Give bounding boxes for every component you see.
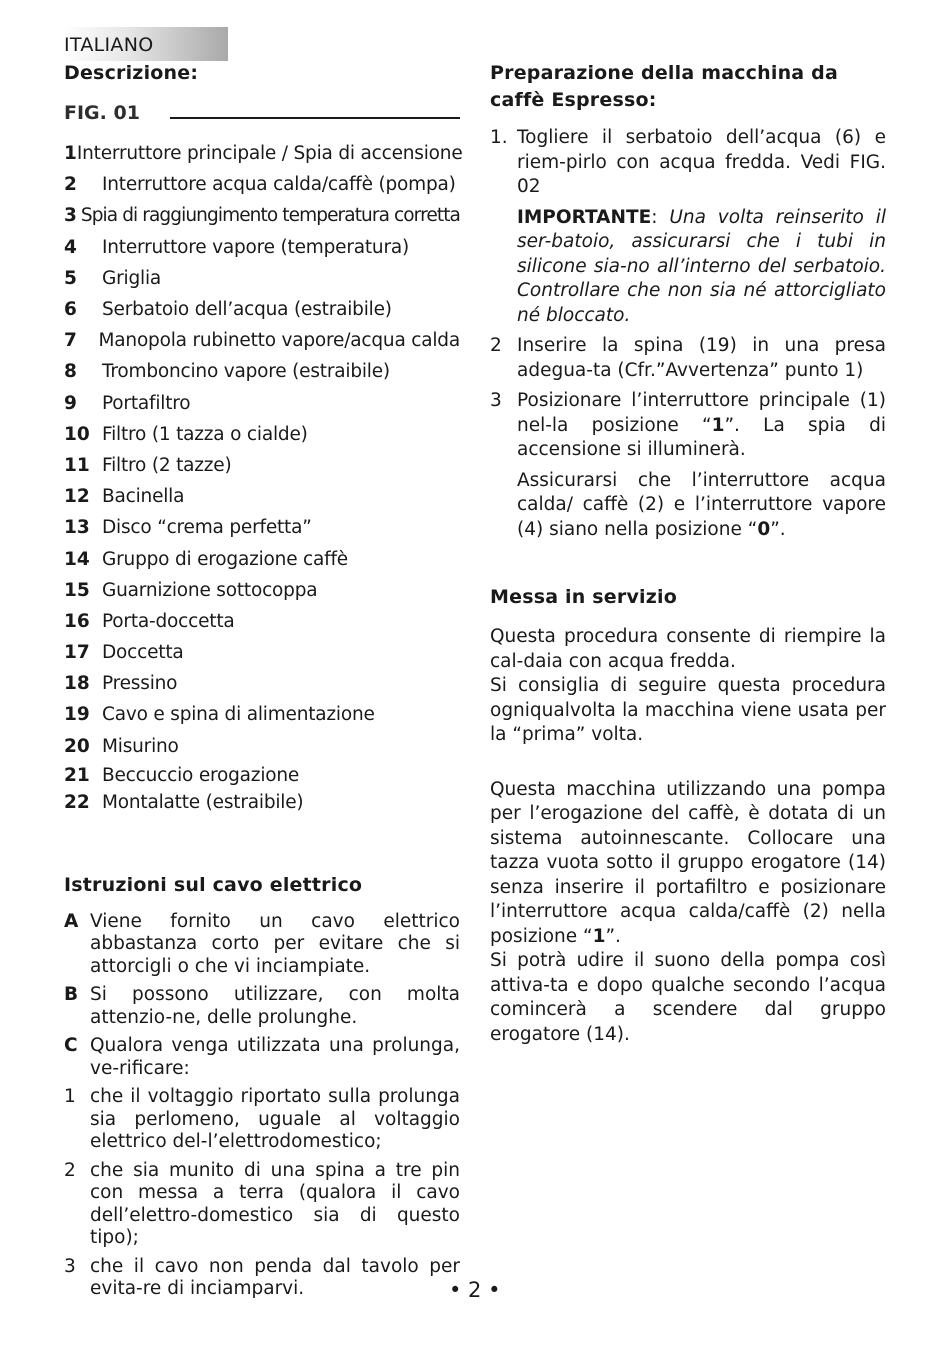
paragraph-part: Questa macchina utilizzando una pompa per l’erogazione del caffè, è dotata di un sistema autoinnescante. Collocare una tazza vuota sotto il gruppo erogatore (14) senza inserire il portafiltro e posizionare l’interruttore acqua calda/caffè (2) nella posizione “ <box>490 778 886 947</box>
cable-instructions-title: Istruzioni sul cavo elettrico <box>64 873 363 896</box>
preparation-title: Preparazione della macchina da caffè Espresso: <box>490 62 838 111</box>
paragraph-bold: 1 <box>592 925 606 947</box>
item-text: che il voltaggio riportato sulla prolunga sia perlomeno, uguale al voltaggio elettrico del-l’elettrodomestico; <box>90 1086 460 1153</box>
cable-instructions-list <box>64 911 460 1301</box>
step-text-part: ”. La spia di accensione si illuminerà. <box>517 414 886 460</box>
list-item <box>64 789 460 816</box>
language-tab: ITALIANO <box>62 27 228 61</box>
step-text: Togliere il serbatoio dell’acqua (6) e riem-pirlo con acqua fredda. Vedi FIG. 02 <box>517 127 886 197</box>
list-item <box>64 325 460 356</box>
right-column <box>490 60 886 1047</box>
part-label: Doccetta <box>102 642 184 664</box>
left-column <box>64 60 463 1307</box>
description-title: Descrizione: <box>64 62 199 84</box>
list-item <box>64 699 460 730</box>
list-item <box>64 232 460 263</box>
list-item <box>64 356 460 387</box>
part-label: Filtro (2 tazze) <box>102 454 232 476</box>
part-number: 16 <box>64 610 90 632</box>
list-item <box>64 1160 460 1250</box>
part-label: Serbatoio dell’acqua (estraibile) <box>102 299 392 321</box>
part-label: Disco “crema perfetta” <box>102 517 312 539</box>
paragraph <box>490 778 886 950</box>
list-item <box>64 138 463 169</box>
paragraph: Questa procedura consente di riempire la cal-daia con acqua fredda. <box>490 626 886 672</box>
list-item <box>490 389 886 463</box>
step-marker: 2 <box>490 335 502 356</box>
part-number: 14 <box>64 548 90 570</box>
part-number: 13 <box>64 517 90 539</box>
part-number: 10 <box>64 423 90 445</box>
part-number: 4 <box>64 236 77 258</box>
part-label: Misurino <box>102 735 179 757</box>
part-label: Montalatte (estraibile) <box>102 791 304 813</box>
fig-rule <box>170 117 460 119</box>
note-text-bold: 0 <box>757 518 771 540</box>
part-label: Cavo e spina di alimentazione <box>102 704 375 726</box>
list-item <box>64 512 460 543</box>
list-item <box>64 1256 460 1301</box>
item-text: che il cavo non penda dal tavolo per evita-re di inciamparvi. <box>90 1255 460 1300</box>
list-item <box>64 668 460 699</box>
list-item <box>64 388 460 419</box>
part-number: 12 <box>64 486 90 508</box>
part-label: Porta-doccetta <box>102 610 235 632</box>
part-number: 20 <box>64 735 90 757</box>
part-number: 5 <box>64 267 77 289</box>
part-number: 1 <box>64 143 77 165</box>
list-item <box>64 731 460 762</box>
fig-label: FIG. 01 <box>64 102 140 124</box>
list-item <box>64 169 460 200</box>
list-item <box>64 1035 460 1080</box>
paragraph: Si potrà udire il suono della pompa così attiva-ta e dopo qualche secondo l’acqua comincerà a scendere dal gruppo erogatore (14). <box>490 950 886 1045</box>
part-number: 6 <box>64 299 77 321</box>
part-number: 15 <box>64 579 90 601</box>
part-label: Interruttore vapore (temperatura) <box>102 236 410 258</box>
paragraph: Si consiglia di seguire questa procedura ogniqualvolta la macchina viene usata per la “prima” volta. <box>490 675 886 745</box>
part-label: Beccuccio erogazione <box>102 764 300 786</box>
item-marker: 1 <box>64 1086 76 1108</box>
list-item <box>490 334 886 383</box>
item-text: Si possono utilizzare, con molta attenzio-ne, delle prolunghe. <box>90 984 460 1028</box>
list-item <box>64 762 460 789</box>
fig-heading <box>64 100 460 126</box>
part-label: Interruttore principale / Spia di accensione <box>76 143 463 165</box>
item-marker: 3 <box>64 1255 76 1277</box>
paragraph-part: ”. <box>605 925 621 947</box>
part-number: 3 <box>64 205 77 227</box>
note-text-part: ”. <box>770 518 786 540</box>
item-text: Qualora venga utilizzata una prolunga, ve-rificare: <box>90 1035 460 1079</box>
part-number: 11 <box>64 454 90 476</box>
part-number: 19 <box>64 704 90 726</box>
list-item <box>64 575 460 606</box>
list-item <box>64 294 460 325</box>
page-number: • 2 • <box>449 1278 501 1302</box>
part-label: Gruppo di erogazione caffè <box>102 548 348 570</box>
important-note <box>517 206 886 329</box>
item-marker: C <box>64 1035 78 1057</box>
list-item <box>64 419 460 450</box>
setup-title: Messa in servizio <box>490 586 677 608</box>
part-number: 7 <box>64 330 77 352</box>
item-marker: A <box>64 910 79 932</box>
part-label: Tromboncino vapore (estraibile) <box>102 361 390 383</box>
item-text: che sia munito di una spina a tre pin con messa a terra (qualora il cavo dell’elettro-domestico sia di questo tipo); <box>90 1159 460 1249</box>
list-item <box>64 637 460 668</box>
part-number: 9 <box>64 392 77 414</box>
part-number: 8 <box>64 361 77 383</box>
part-number: 2 <box>64 174 77 196</box>
list-item <box>64 984 460 1029</box>
item-marker: 2 <box>64 1159 76 1181</box>
part-label: Pressino <box>102 673 178 695</box>
part-label: Interruttore acqua calda/caffè (pompa) <box>102 174 456 196</box>
part-number: 22 <box>64 791 90 813</box>
part-label: Spia di raggiungimento temperatura corretta <box>80 205 460 227</box>
list-item <box>490 126 886 200</box>
important-label: IMPORTANTE <box>517 206 652 228</box>
list-item <box>64 1086 460 1154</box>
step-text <box>517 389 886 463</box>
note-text-part: Assicurarsi che l’interruttore acqua calda/ caffè (2) e l’interruttore vapore (4) siano nella posizione “ <box>517 469 886 540</box>
part-label: Guarnizione sottocoppa <box>102 579 318 601</box>
item-text: Viene fornito un cavo elettrico abbastanza corto per evitare che si attorcigli o che vi inciampiate. <box>90 910 460 977</box>
list-item <box>64 543 460 574</box>
list-item <box>64 450 460 481</box>
list-item <box>64 911 460 979</box>
list-item <box>64 263 460 294</box>
part-number: 21 <box>64 764 90 786</box>
step-text: Inserire la spina (19) in una presa adegua-ta (Cfr.”Avvertenza” punto 1) <box>517 335 886 381</box>
important-colon: : <box>651 206 670 228</box>
part-label: Filtro (1 tazza o cialde) <box>102 423 308 445</box>
step-marker: 1. <box>490 127 508 148</box>
part-label: Manopola rubinetto vapore/acqua calda <box>98 330 460 352</box>
part-number: 18 <box>64 673 90 695</box>
parts-list <box>64 138 463 816</box>
step-text-bold: 1 <box>711 414 725 436</box>
list-item <box>64 481 460 512</box>
step-marker: 3 <box>490 390 502 411</box>
important-text: Una volta reinserito il ser-batoio, assicurarsi che i tubi in silicone sia-no all’interno del serbatoio. Controllare che non sia né attorcigliato né bloccato. <box>517 206 886 326</box>
step-note <box>517 469 886 543</box>
part-label: Portafiltro <box>102 392 191 414</box>
part-label: Bacinella <box>102 486 185 508</box>
list-item <box>64 200 460 231</box>
preparation-steps <box>490 126 886 542</box>
item-marker: B <box>64 984 79 1006</box>
list-item <box>64 606 460 637</box>
step-text-part: Posizionare l’interruttore principale (1) nel-la posizione “ <box>517 390 886 436</box>
part-label: Griglia <box>102 267 162 289</box>
part-number: 17 <box>64 642 90 664</box>
